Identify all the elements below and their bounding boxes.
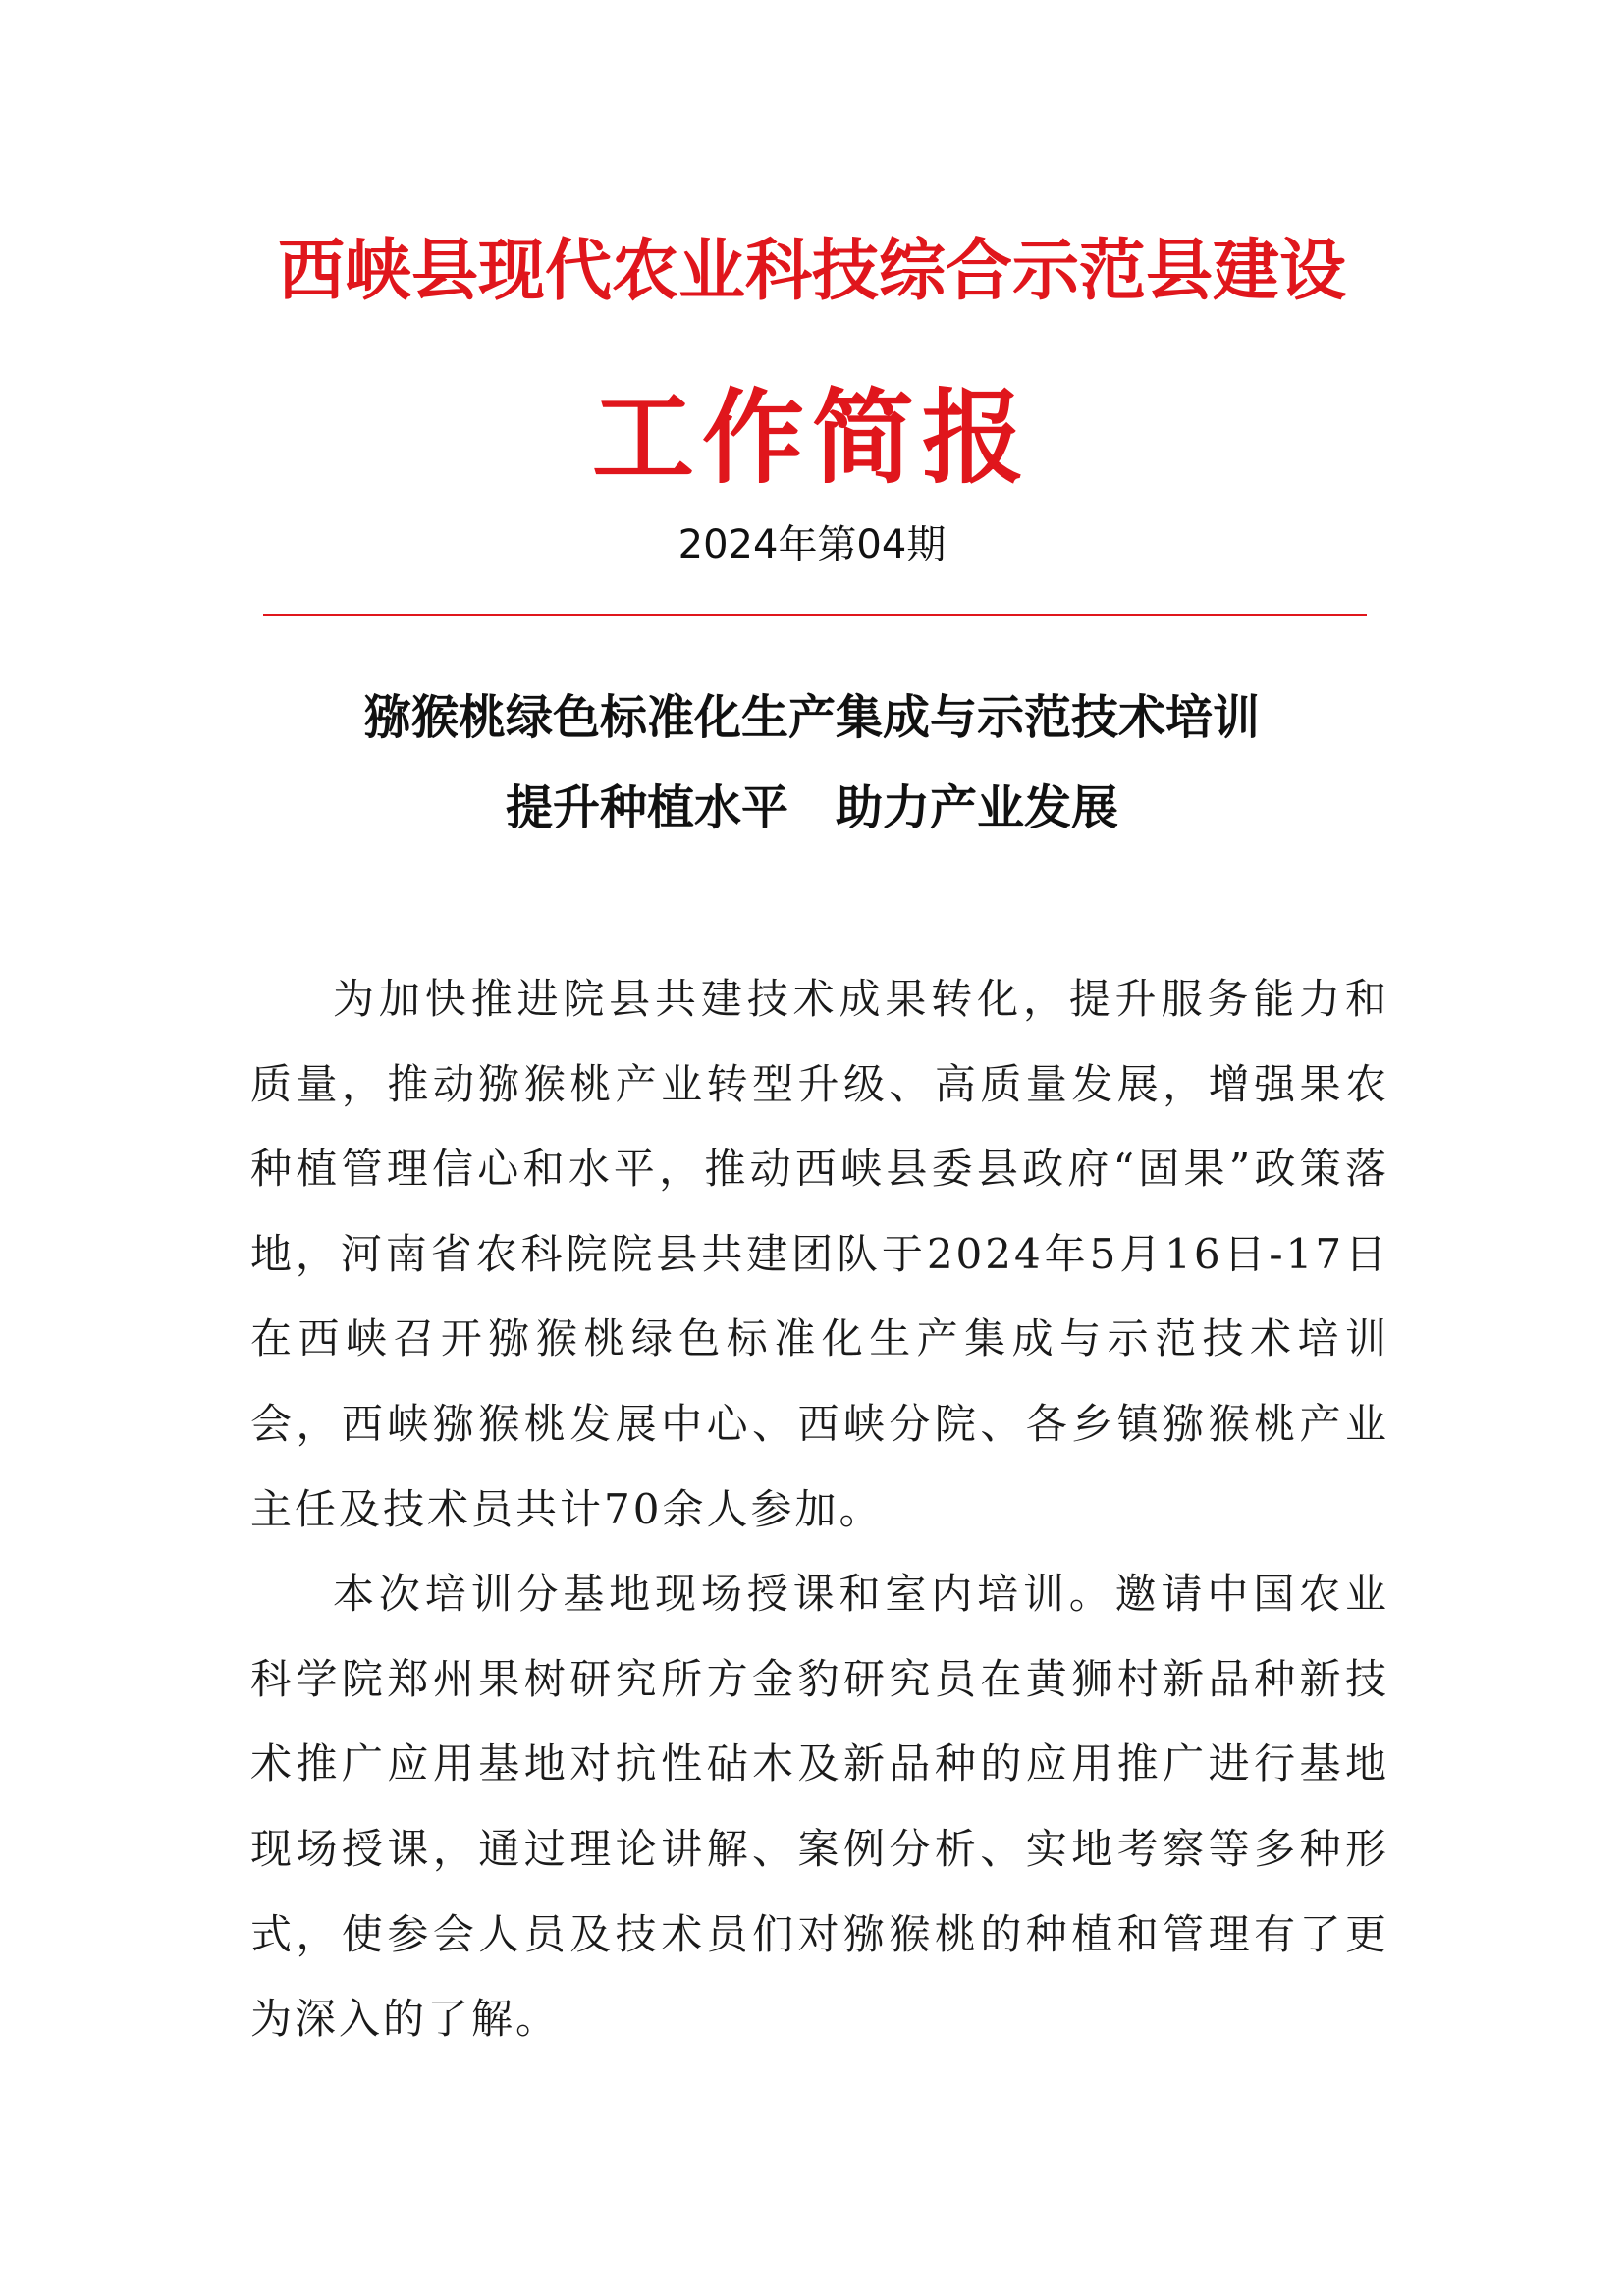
article-headline: 猕猴桃绿色标准化生产集成与示范技术培训	[363, 690, 1260, 745]
article-body	[250, 957, 1389, 2062]
article-subheadline: 提升种植水平 助力产业发展	[505, 780, 1118, 835]
body-paragraph: 为加快推进院县共建技术成果转化，提升服务能力和质量，推动猕猴桃产业转型升级、高质量发展，增强果农种植管理信心和水平，推动西峡县委县政府“固果”政策落地，河南省农科院院县共建团队于2024年5月16日-17日在西峡召开猕猴桃绿色标准化生产集成与示范技术培训会，西峡猕猴桃发展中心、西峡分院、各乡镇猕猴桃产业主任及技术员共计70余人参加。	[250, 975, 1389, 1533]
masthead-subtitle: 工作简报	[591, 377, 1032, 498]
issue-number: 2024年第04期	[677, 522, 947, 567]
masthead-title: 西峡县现代农业科技综合示范县建设	[277, 232, 1346, 310]
header-divider	[263, 614, 1367, 616]
body-paragraph: 本次培训分基地现场授课和室内培训。邀请中国农业科学院郑州果树研究所方金豹研究员在黄狮村新品种新技术推广应用基地对抗性砧木及新品种的应用推广进行基地现场授课，通过理论讲解、案例分析、实地考察等多种形式，使参会人员及技术员们对猕猴桃的种植和管理有了更为深入的了解。	[250, 1570, 1389, 2044]
